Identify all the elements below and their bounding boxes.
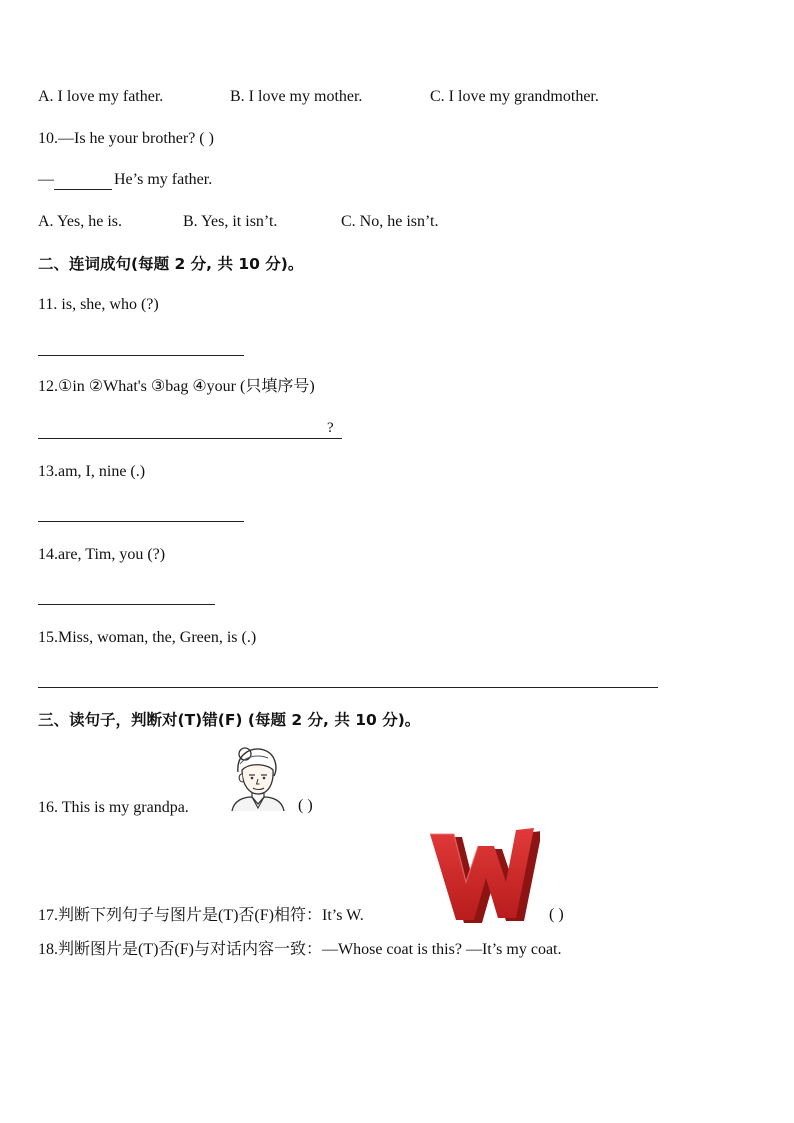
grandmother-cartoon-icon [228, 742, 286, 812]
q17-answer-paren[interactable]: ( ) [549, 906, 564, 923]
red-letter-w-icon [426, 824, 540, 924]
q10-answer-line [38, 170, 212, 190]
q9-option-b: B. I love my mother. [230, 88, 363, 105]
q17-prompt: 17.判断下列句子与图片是(T)否(F)相符：It’s W. [38, 907, 364, 924]
q10-answer-prefix: — [38, 171, 54, 188]
q11-prompt: 11. is, she, who (?) [38, 296, 159, 313]
q12-question-mark: ? [327, 420, 334, 436]
q10-option-c: C. No, he isn’t. [341, 213, 439, 230]
q10-answer-blank[interactable] [54, 173, 112, 190]
q13-prompt: 13.am, I, nine (.) [38, 463, 146, 480]
q15-answer-line[interactable] [38, 687, 658, 688]
q14-prompt: 14.are, Tim, you (?) [38, 546, 166, 563]
q12-answer-line[interactable] [38, 438, 342, 439]
q16-answer-paren[interactable]: ( ) [298, 797, 313, 814]
q9-option-c: C. I love my grandmother. [430, 88, 599, 105]
q10-question: 10.—Is he your brother? ( ) [38, 130, 214, 147]
q11-answer-line[interactable] [38, 355, 244, 356]
q14-answer-line[interactable] [38, 604, 215, 605]
q16-prompt: 16. This is my grandpa. [38, 799, 189, 816]
q10-option-a: A. Yes, he is. [38, 213, 123, 230]
section2-heading: 二、连词成句(每题 2 分, 共 10 分)。 [38, 255, 304, 273]
q9-option-a: A. I love my father. [38, 88, 164, 105]
q10-answer-text: He’s my father. [114, 171, 213, 188]
q15-prompt: 15.Miss, woman, the, Green, is (.) [38, 629, 257, 646]
q10-option-b: B. Yes, it isn’t. [183, 213, 278, 230]
q18-prompt: 18.判断图片是(T)否(F)与对话内容一致：—Whose coat is this? —It’s my coat. [38, 941, 562, 958]
section3-heading: 三、读句子，判断对(T)错(F) (每题 2 分, 共 10 分)。 [38, 711, 421, 729]
q13-answer-line[interactable] [38, 521, 244, 522]
q12-prompt: 12.①in ②What's ③bag ④your (只填序号) [38, 378, 315, 395]
